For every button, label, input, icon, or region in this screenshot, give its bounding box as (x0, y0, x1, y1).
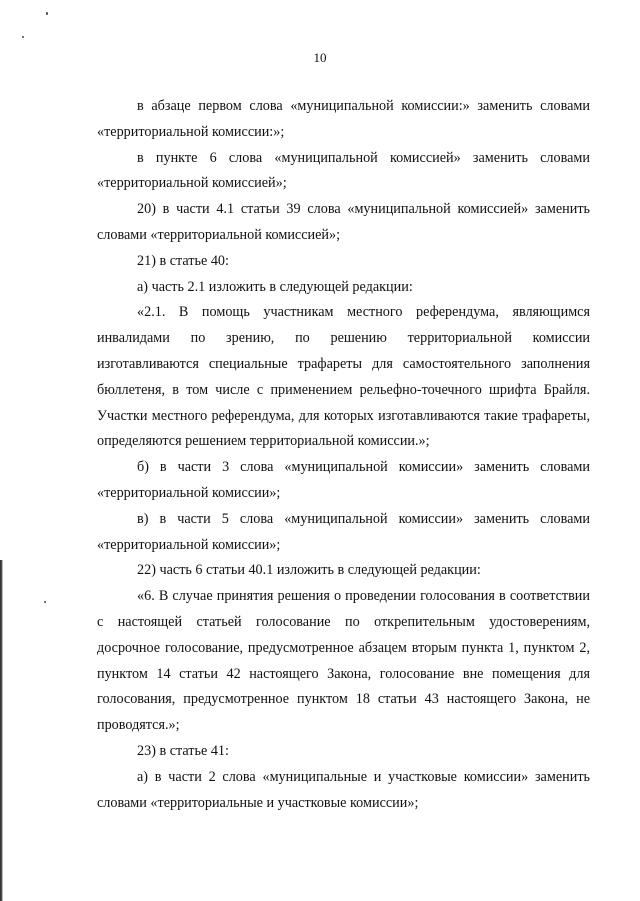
paragraph: б) в части 3 слова «муниципальной комиссии» заменить словами «территориальной комиссии»; (97, 459, 590, 501)
paragraph: 20) в части 4.1 статьи 39 слова «муниципальной комиссией» заменить словами «территориальной комиссией»; (97, 201, 590, 243)
paragraph: а) в части 2 слова «муниципальные и участковые комиссии» заменить словами «территориальные и участковые комиссии»; (97, 768, 590, 811)
paragraph: «6. В случае принятия решения о проведении голосования в соответствии с настоящей статьей голосование по открепительным удостоверениям, досрочное голосование, предусмотренное абзацем вторым пункта 1, пунктом 2, пунктом 14 статьи 42 настоящего Закона, голосование вне помещения для голосования, предусмотренное пунктом 18 статьи 43 настоящего Закона, не проводятся.»; (97, 588, 590, 734)
paragraph: 21) в статье 40: (137, 252, 229, 269)
scan-speck (44, 601, 46, 603)
document-body (97, 94, 590, 816)
paragraph: а) часть 2.1 изложить в следующей редакции: (137, 278, 413, 295)
paragraph: в) в части 5 слова «муниципальной комиссии» заменить словами «территориальной комиссии»; (97, 510, 590, 553)
scan-speck (22, 36, 24, 38)
scan-speck (46, 12, 48, 15)
paragraph: в пункте 6 слова «муниципальной комиссией» заменить словами «территориальной комиссией»; (97, 149, 590, 192)
paragraph: 22) часть 6 статьи 40.1 изложить в следующей редакции: (137, 562, 481, 579)
page-number: 10 (313, 50, 327, 65)
paragraph: в абзаце первом слова «муниципальной комиссии:» заменить словами «территориальной комиссии:»; (97, 98, 590, 140)
paragraph: «2.1. В помощь участникам местного референдума, являющимся инвалидами по зрению, по решению территориальной комиссии изготавливаются специальные трафареты для самостоятельного заполнения бюллетеня, в том числе с применением рельефно-точечного шрифта Брайля. Участки местного референдума, для которых изготавливаются такие трафареты, определяются решением территориальной комиссии.»; (97, 304, 590, 450)
paragraph: 23) в статье 41: (137, 742, 229, 759)
scan-edge-shadow (0, 560, 3, 901)
